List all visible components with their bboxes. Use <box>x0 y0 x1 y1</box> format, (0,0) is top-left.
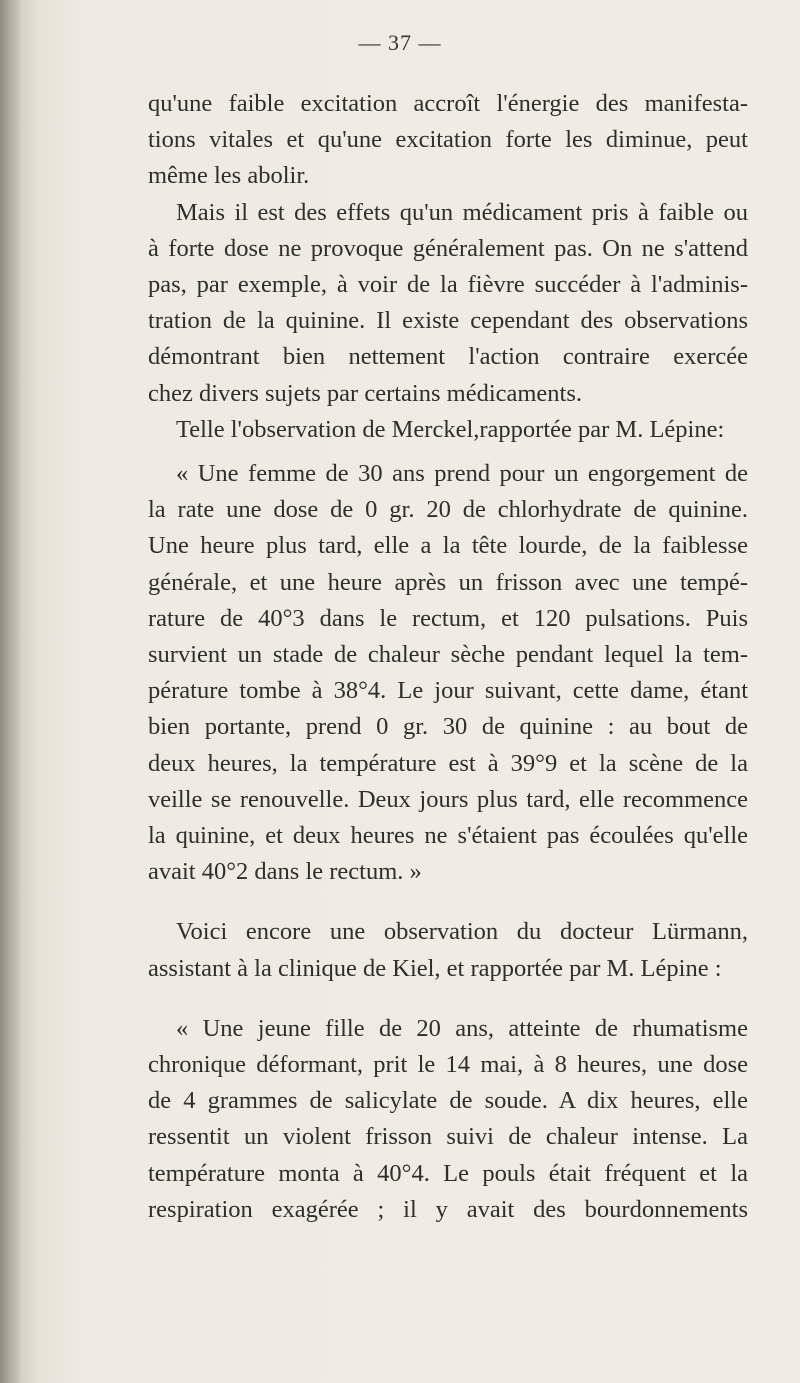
text-line: avait 40°2 dans le rectum. » <box>148 858 422 886</box>
text-line: température monta à 40°4. Le pouls était fréquent et la <box>148 1159 748 1187</box>
text-line: chronique déformant, prit le 14 mai, à 8 heures, une dose <box>148 1051 748 1079</box>
text-line: démontrant bien nettement l'action contraire exercée <box>148 343 748 371</box>
text-line: « Une jeune fille de 20 ans, atteinte de rhumatisme <box>176 1014 748 1042</box>
text-line: ressentit un violent frisson suivi de chaleur intense. La <box>148 1123 748 1151</box>
page-spine-shadow <box>0 0 22 1383</box>
quote-lurmann <box>148 1011 748 1228</box>
text-line: respiration exagérée ; il y avait des bourdonnements <box>148 1195 748 1223</box>
spacer <box>148 448 748 456</box>
quote-merckel <box>148 456 748 890</box>
spacer <box>148 890 748 914</box>
text-line: veille se renouvelle. Deux jours plus tard, elle recommence <box>148 785 748 813</box>
text-line: à forte dose ne provoque généralement pas. On ne s'attend <box>148 234 748 262</box>
text-line: de 4 grammes de salicylate de soude. A dix heures, elle <box>148 1087 748 1115</box>
text-line: « Une femme de 30 ans prend pour un engorgement de <box>176 460 748 488</box>
text-line: Voici encore une observation du docteur Lürmann, <box>176 918 748 946</box>
paragraph-lurmann-intro <box>148 914 748 986</box>
page-number: — 37 — <box>358 30 442 55</box>
text-line: la quinine, et deux heures ne s'étaient pas écoulées qu'elle <box>148 822 748 850</box>
text-line: bien portante, prend 0 gr. 30 de quinine : au bout de <box>148 713 748 741</box>
text-line: survient un stade de chaleur sèche pendant lequel la tem- <box>148 641 748 669</box>
paragraph-2 <box>148 195 748 412</box>
spacer <box>148 987 748 1011</box>
text-line: tions vitales et qu'une excitation forte les diminue, peut <box>148 126 748 154</box>
text-line: deux heures, la température est à 39°9 et la scène de la <box>148 749 748 777</box>
text-line: générale, et une heure après un frisson avec une tempé- <box>148 568 748 596</box>
text-line: assistant à la clinique de Kiel, et rapportée par M. Lépine : <box>148 954 722 982</box>
body-text <box>148 86 748 1228</box>
text-line: Une heure plus tard, elle a la tête lourde, de la faiblesse <box>148 532 748 560</box>
text-line: même les abolir. <box>148 162 310 190</box>
paragraph-1 <box>148 86 748 195</box>
text-line: qu'une faible excitation accroît l'énergie des manifesta- <box>148 90 748 117</box>
text-line: tration de la quinine. Il existe cependant des observations <box>148 307 748 335</box>
text-line: la rate une dose de 0 gr. 20 de chlorhydrate de quinine. <box>148 496 748 524</box>
text-line: chez divers sujets par certains médicaments. <box>148 379 583 407</box>
text-line: rature de 40°3 dans le rectum, et 120 pulsations. Puis <box>148 604 748 632</box>
paragraph-3 <box>148 412 748 448</box>
text-line: pérature tombe à 38°4. Le jour suivant, cette dame, étant <box>148 677 748 705</box>
text-line: Telle l'observation de Merckel,rapportée par M. Lépine: <box>176 415 725 443</box>
text-line: pas, par exemple, à voir de la fièvre succéder à l'adminis- <box>148 271 748 299</box>
text-line: Mais il est des effets qu'un médicament pris à faible ou <box>176 198 748 226</box>
